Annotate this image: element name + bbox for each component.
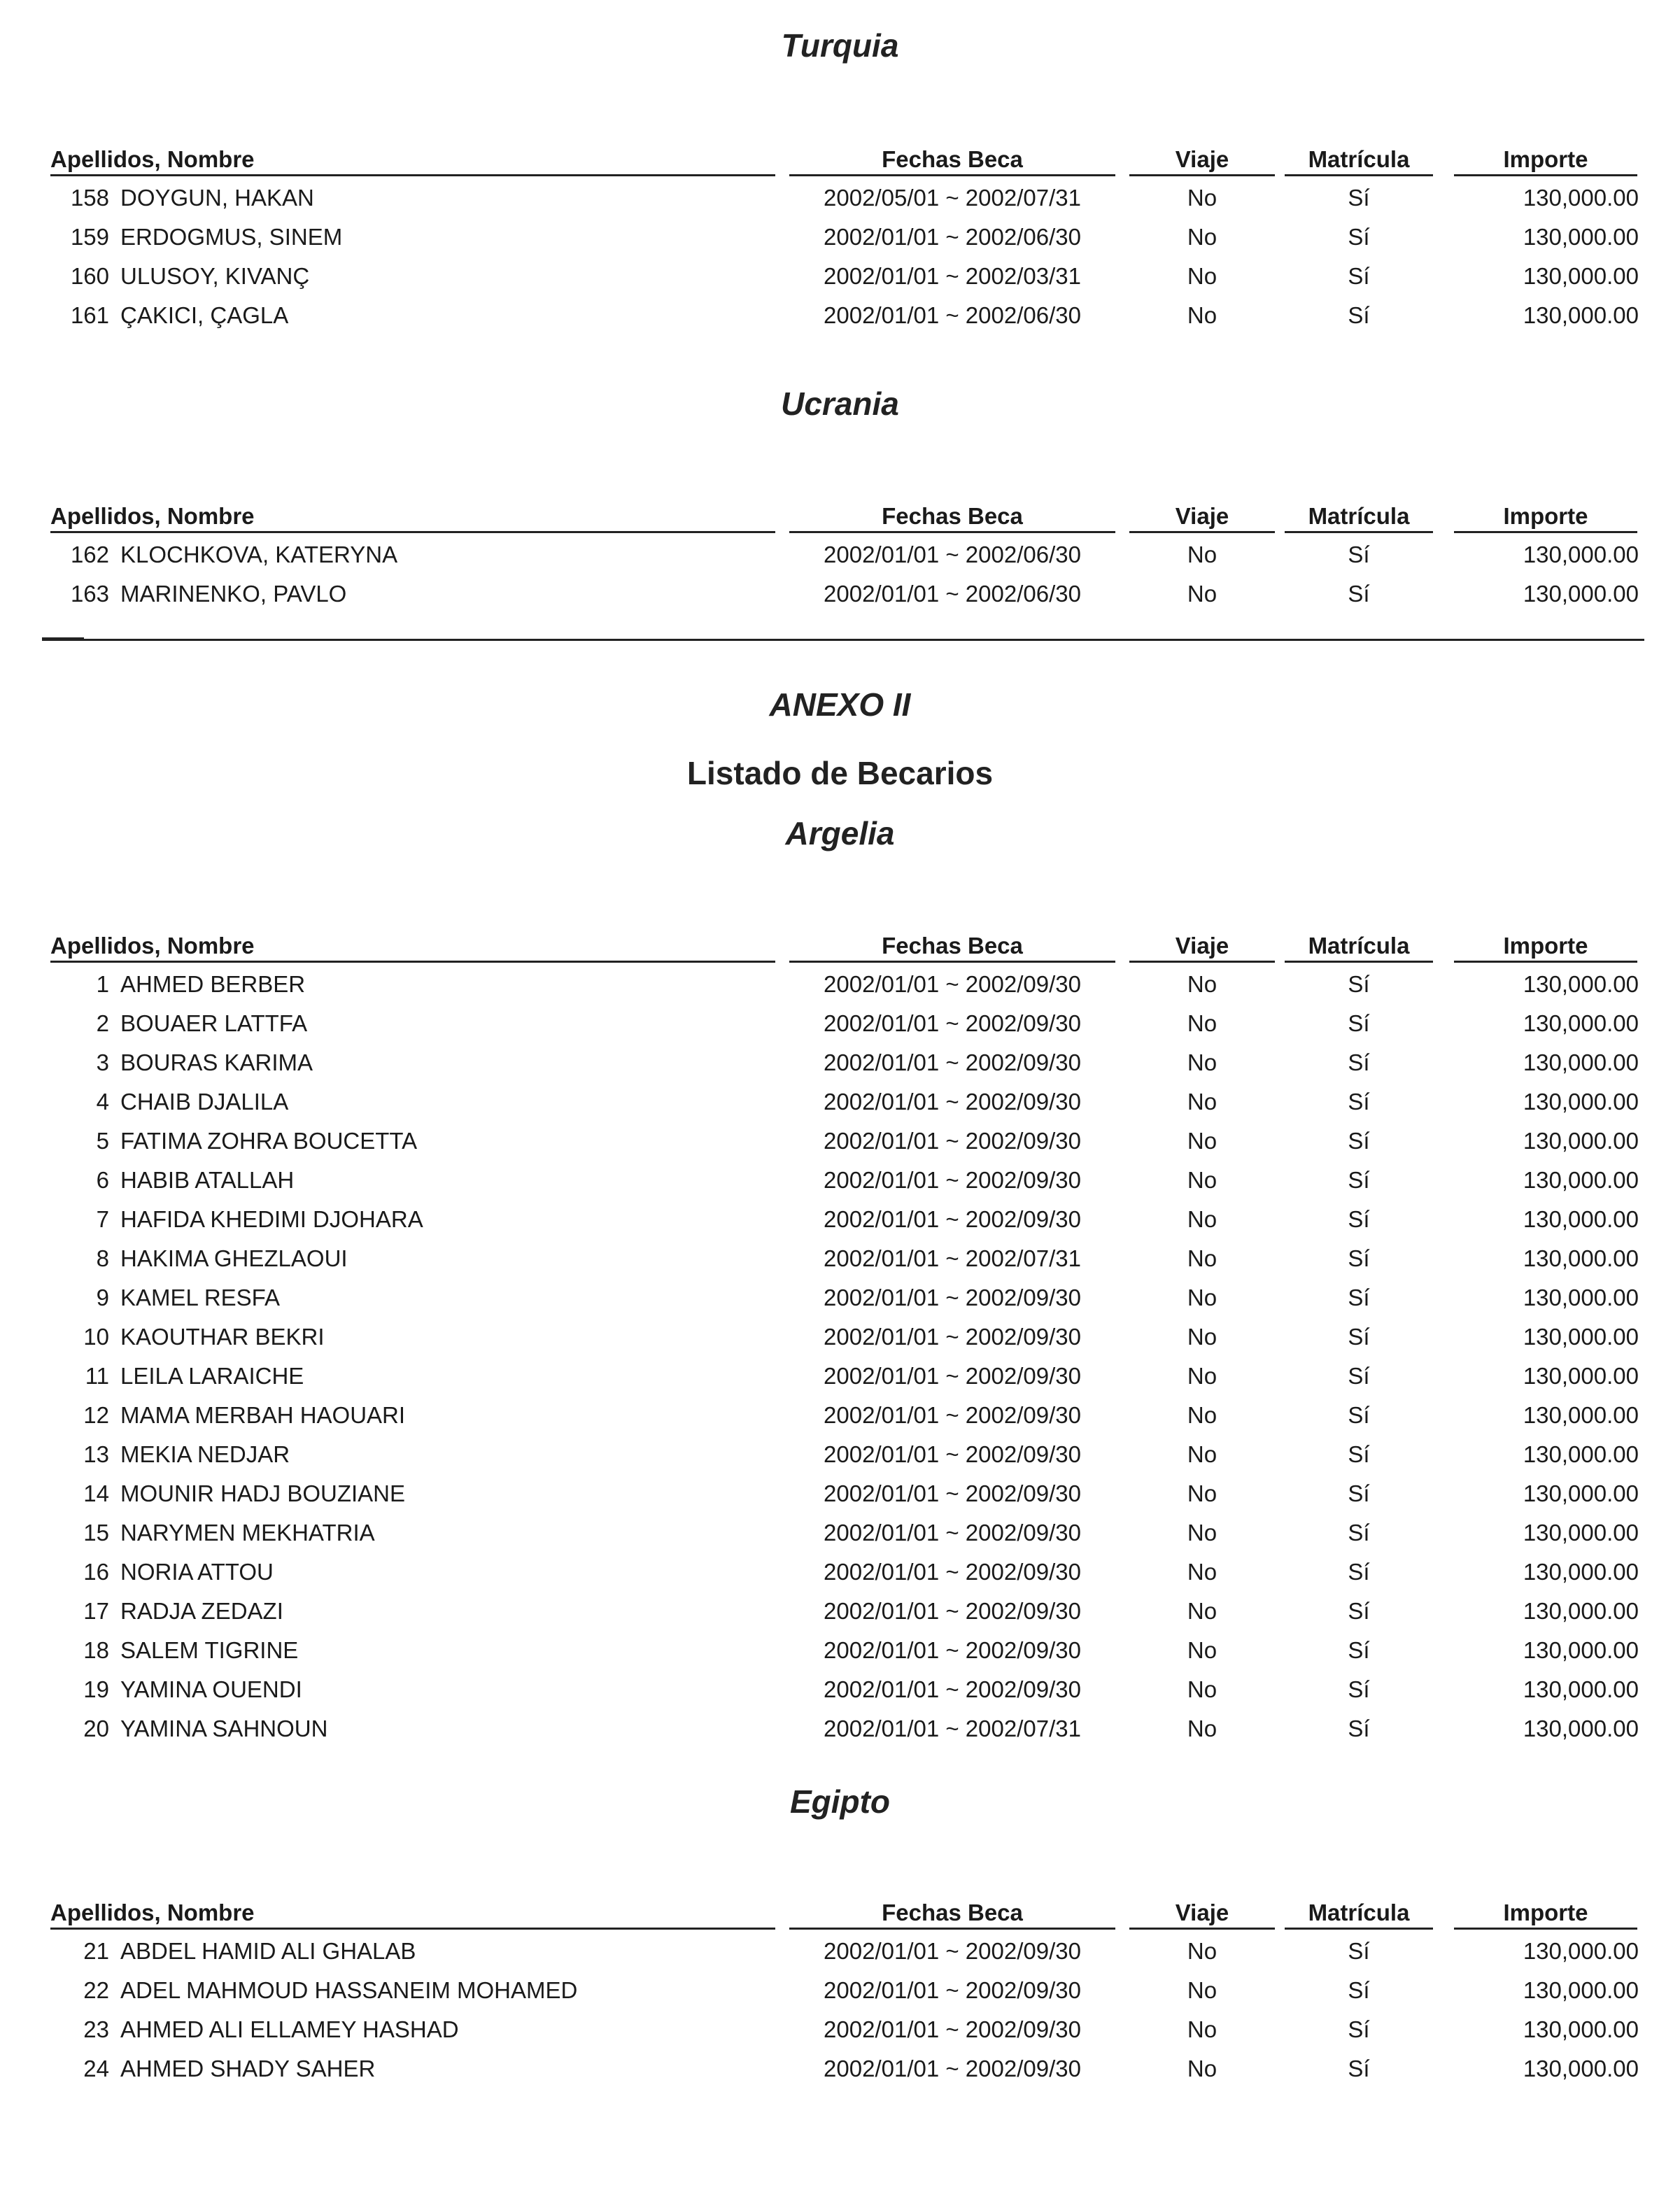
table-row <box>0 1969 1680 2008</box>
row-name: BOUAER LATTFA <box>120 1010 308 1036</box>
table-row <box>0 1041 1680 1080</box>
header-dates: Fechas Beca <box>789 503 1115 533</box>
row-number: 3 <box>96 1049 109 1075</box>
table-row <box>0 533 1680 572</box>
row-number: 6 <box>96 1167 109 1193</box>
annex-subtitle: Listado de Becarios <box>686 755 994 791</box>
row-viaje: No <box>1187 302 1217 328</box>
scholarship-table-egipto <box>0 1890 1680 2086</box>
table-row <box>0 1668 1680 1707</box>
row-name: ADEL MAHMOUD HASSANEIM MOHAMED <box>120 1977 578 2003</box>
header-name: Apellidos, Nombre <box>50 933 775 963</box>
row-matricula: Sí <box>1348 2056 1370 2081</box>
table-row <box>0 1590 1680 1629</box>
row-matricula: Sí <box>1348 1363 1370 1389</box>
row-importe: 130,000.00 <box>1523 1245 1639 1271</box>
header-dates: Fechas Beca <box>789 1900 1115 1930</box>
header-matricula: Matrícula <box>1285 146 1433 176</box>
row-viaje: No <box>1187 1128 1217 1154</box>
row-number: 24 <box>83 2056 109 2081</box>
table-header <box>0 924 1680 963</box>
row-importe: 130,000.00 <box>1523 971 1639 997</box>
row-dates: 2002/01/01 ~ 2002/06/30 <box>824 224 1081 250</box>
row-name: FATIMA ZOHRA BOUCETTA <box>120 1128 418 1154</box>
row-importe: 130,000.00 <box>1523 1559 1639 1585</box>
row-number: 11 <box>85 1363 109 1389</box>
row-matricula: Sí <box>1348 1167 1370 1193</box>
row-matricula: Sí <box>1348 1938 1370 1964</box>
header-matricula: Matrícula <box>1285 1900 1433 1930</box>
table-row <box>0 1159 1680 1198</box>
row-name: AHMED SHADY SAHER <box>120 2056 376 2081</box>
table-row <box>0 215 1680 255</box>
table-row <box>0 1394 1680 1433</box>
row-viaje: No <box>1187 542 1217 567</box>
row-dates: 2002/01/01 ~ 2002/09/30 <box>824 1676 1081 1702</box>
row-viaje: No <box>1187 185 1217 211</box>
row-importe: 130,000.00 <box>1523 1676 1639 1702</box>
row-matricula: Sí <box>1348 1716 1370 1741</box>
row-name: KLOCHKOVA, KATERYNA <box>120 542 398 567</box>
row-dates: 2002/01/01 ~ 2002/09/30 <box>824 1598 1081 1624</box>
row-number: 5 <box>96 1128 109 1154</box>
row-dates: 2002/01/01 ~ 2002/03/31 <box>824 263 1081 289</box>
row-viaje: No <box>1187 224 1217 250</box>
row-viaje: No <box>1187 1676 1217 1702</box>
row-dates: 2002/01/01 ~ 2002/07/31 <box>824 1716 1081 1741</box>
row-name: YAMINA OUENDI <box>120 1676 302 1702</box>
row-dates: 2002/01/01 ~ 2002/09/30 <box>824 1010 1081 1036</box>
row-name: BOURAS KARIMA <box>120 1049 313 1075</box>
row-importe: 130,000.00 <box>1523 1480 1639 1506</box>
row-viaje: No <box>1187 1402 1217 1428</box>
row-importe: 130,000.00 <box>1523 2056 1639 2081</box>
row-matricula: Sí <box>1348 263 1370 289</box>
row-viaje: No <box>1187 1089 1217 1115</box>
row-dates: 2002/01/01 ~ 2002/09/30 <box>824 1637 1081 1663</box>
section-title-turquia: Turquia <box>781 27 899 64</box>
row-name: MOUNIR HADJ BOUZIANE <box>120 1480 406 1506</box>
header-viaje: Viaje <box>1129 503 1275 533</box>
header-viaje: Viaje <box>1129 146 1275 176</box>
row-dates: 2002/01/01 ~ 2002/09/30 <box>824 1089 1081 1115</box>
table-row <box>0 1930 1680 1969</box>
row-number: 13 <box>83 1441 109 1467</box>
table-header <box>0 1890 1680 1930</box>
row-importe: 130,000.00 <box>1523 2016 1639 2042</box>
row-number: 159 <box>70 224 109 250</box>
table-row <box>0 1355 1680 1394</box>
table-row <box>0 1198 1680 1237</box>
row-dates: 2002/01/01 ~ 2002/09/30 <box>824 1480 1081 1506</box>
row-number: 10 <box>83 1324 109 1350</box>
row-number: 9 <box>96 1285 109 1310</box>
row-dates: 2002/01/01 ~ 2002/09/30 <box>824 1285 1081 1310</box>
row-importe: 130,000.00 <box>1523 1049 1639 1075</box>
row-matricula: Sí <box>1348 1324 1370 1350</box>
row-dates: 2002/01/01 ~ 2002/09/30 <box>824 1128 1081 1154</box>
row-importe: 130,000.00 <box>1523 185 1639 211</box>
row-name: MAMA MERBAH HAOUARI <box>120 1402 406 1428</box>
row-importe: 130,000.00 <box>1523 1010 1639 1036</box>
row-importe: 130,000.00 <box>1523 1402 1639 1428</box>
row-dates: 2002/01/01 ~ 2002/09/30 <box>824 1402 1081 1428</box>
row-number: 23 <box>83 2016 109 2042</box>
row-importe: 130,000.00 <box>1523 1637 1639 1663</box>
row-dates: 2002/01/01 ~ 2002/06/30 <box>824 302 1081 328</box>
row-viaje: No <box>1187 2056 1217 2081</box>
row-importe: 130,000.00 <box>1523 263 1639 289</box>
row-importe: 130,000.00 <box>1523 1716 1639 1741</box>
header-importe: Importe <box>1454 1900 1637 1930</box>
row-importe: 130,000.00 <box>1523 1938 1639 1964</box>
row-number: 19 <box>83 1676 109 1702</box>
row-viaje: No <box>1187 1977 1217 2003</box>
row-viaje: No <box>1187 1363 1217 1389</box>
row-name: NARYMEN MEKHATRIA <box>120 1520 375 1546</box>
table-row <box>0 2047 1680 2086</box>
table-row <box>0 2008 1680 2047</box>
header-importe: Importe <box>1454 933 1637 963</box>
row-number: 21 <box>83 1938 109 1964</box>
row-name: ULUSOY, KIVANÇ <box>120 263 310 289</box>
row-dates: 2002/01/01 ~ 2002/09/30 <box>824 1363 1081 1389</box>
section-title-egipto: Egipto <box>789 1783 891 1820</box>
scholarship-table-argelia <box>0 924 1680 1746</box>
scholarship-table-ucrania <box>0 494 1680 611</box>
row-viaje: No <box>1187 581 1217 607</box>
row-importe: 130,000.00 <box>1523 224 1639 250</box>
row-importe: 130,000.00 <box>1523 1324 1639 1350</box>
row-matricula: Sí <box>1348 1010 1370 1036</box>
row-name: AHMED ALI ELLAMEY HASHAD <box>120 2016 459 2042</box>
row-number: 162 <box>70 542 109 567</box>
row-matricula: Sí <box>1348 1128 1370 1154</box>
row-matricula: Sí <box>1348 1637 1370 1663</box>
row-matricula: Sí <box>1348 1402 1370 1428</box>
row-name: DOYGUN, HAKAN <box>120 185 314 211</box>
row-name: HAFIDA KHEDIMI DJOHARA <box>120 1206 423 1232</box>
row-viaje: No <box>1187 1167 1217 1193</box>
row-number: 22 <box>83 1977 109 2003</box>
row-viaje: No <box>1187 1245 1217 1271</box>
row-importe: 130,000.00 <box>1523 1285 1639 1310</box>
row-importe: 130,000.00 <box>1523 581 1639 607</box>
row-dates: 2002/01/01 ~ 2002/09/30 <box>824 1206 1081 1232</box>
table-row <box>0 1511 1680 1550</box>
row-number: 18 <box>83 1637 109 1663</box>
row-matricula: Sí <box>1348 1480 1370 1506</box>
row-matricula: Sí <box>1348 581 1370 607</box>
header-name: Apellidos, Nombre <box>50 1900 775 1930</box>
row-matricula: Sí <box>1348 185 1370 211</box>
scholarship-table-turquia <box>0 137 1680 333</box>
table-row <box>0 1550 1680 1590</box>
row-dates: 2002/05/01 ~ 2002/07/31 <box>824 185 1081 211</box>
table-row <box>0 1472 1680 1511</box>
row-matricula: Sí <box>1348 1206 1370 1232</box>
row-viaje: No <box>1187 971 1217 997</box>
table-header <box>0 137 1680 176</box>
row-dates: 2002/01/01 ~ 2002/09/30 <box>824 1938 1081 1964</box>
row-importe: 130,000.00 <box>1523 1167 1639 1193</box>
row-viaje: No <box>1187 1559 1217 1585</box>
header-dates: Fechas Beca <box>789 933 1115 963</box>
row-name: YAMINA SAHNOUN <box>120 1716 328 1741</box>
row-dates: 2002/01/01 ~ 2002/09/30 <box>824 1977 1081 2003</box>
row-matricula: Sí <box>1348 1285 1370 1310</box>
row-dates: 2002/01/01 ~ 2002/09/30 <box>824 2056 1081 2081</box>
row-dates: 2002/01/01 ~ 2002/09/30 <box>824 1441 1081 1467</box>
row-number: 20 <box>83 1716 109 1741</box>
row-name: CHAIB DJALILA <box>120 1089 289 1115</box>
row-name: LEILA LARAICHE <box>120 1363 304 1389</box>
row-number: 14 <box>83 1480 109 1506</box>
table-row <box>0 963 1680 1002</box>
row-matricula: Sí <box>1348 1245 1370 1271</box>
table-header <box>0 494 1680 533</box>
section-title-argelia: Argelia <box>785 815 895 851</box>
row-number: 17 <box>83 1598 109 1624</box>
row-number: 1 <box>96 971 109 997</box>
row-viaje: No <box>1187 263 1217 289</box>
header-importe: Importe <box>1454 503 1637 533</box>
row-viaje: No <box>1187 1049 1217 1075</box>
row-name: MEKIA NEDJAR <box>120 1441 290 1467</box>
row-matricula: Sí <box>1348 1441 1370 1467</box>
row-matricula: Sí <box>1348 1089 1370 1115</box>
row-dates: 2002/01/01 ~ 2002/06/30 <box>824 581 1081 607</box>
table-row <box>0 1433 1680 1472</box>
row-number: 12 <box>83 1402 109 1428</box>
table-row <box>0 1315 1680 1355</box>
row-importe: 130,000.00 <box>1523 1441 1639 1467</box>
row-dates: 2002/01/01 ~ 2002/09/30 <box>824 1167 1081 1193</box>
annex-title: ANEXO II <box>769 686 911 723</box>
table-row <box>0 1119 1680 1159</box>
row-number: 158 <box>70 185 109 211</box>
row-viaje: No <box>1187 1637 1217 1663</box>
divider-mark <box>42 637 84 641</box>
row-viaje: No <box>1187 2016 1217 2042</box>
row-importe: 130,000.00 <box>1523 1089 1639 1115</box>
header-name: Apellidos, Nombre <box>50 146 775 176</box>
header-viaje: Viaje <box>1129 1900 1275 1930</box>
row-dates: 2002/01/01 ~ 2002/09/30 <box>824 1049 1081 1075</box>
row-viaje: No <box>1187 1938 1217 1964</box>
row-matricula: Sí <box>1348 971 1370 997</box>
row-matricula: Sí <box>1348 1977 1370 2003</box>
row-number: 161 <box>70 302 109 328</box>
header-importe: Importe <box>1454 146 1637 176</box>
table-row <box>0 1080 1680 1119</box>
row-matricula: Sí <box>1348 302 1370 328</box>
row-importe: 130,000.00 <box>1523 302 1639 328</box>
row-dates: 2002/01/01 ~ 2002/09/30 <box>824 1559 1081 1585</box>
row-dates: 2002/01/01 ~ 2002/09/30 <box>824 2016 1081 2042</box>
row-number: 8 <box>96 1245 109 1271</box>
row-dates: 2002/01/01 ~ 2002/09/30 <box>824 1324 1081 1350</box>
row-matricula: Sí <box>1348 1559 1370 1585</box>
row-name: HABIB ATALLAH <box>120 1167 295 1193</box>
row-matricula: Sí <box>1348 2016 1370 2042</box>
row-name: HAKIMA GHEZLAOUI <box>120 1245 348 1271</box>
row-viaje: No <box>1187 1285 1217 1310</box>
row-viaje: No <box>1187 1441 1217 1467</box>
row-viaje: No <box>1187 1480 1217 1506</box>
header-matricula: Matrícula <box>1285 933 1433 963</box>
row-name: KAMEL RESFA <box>120 1285 281 1310</box>
header-name: Apellidos, Nombre <box>50 503 775 533</box>
row-number: 163 <box>70 581 109 607</box>
table-row <box>0 1629 1680 1668</box>
table-row <box>0 1002 1680 1041</box>
row-number: 160 <box>70 263 109 289</box>
row-number: 16 <box>83 1559 109 1585</box>
row-dates: 2002/01/01 ~ 2002/07/31 <box>824 1245 1081 1271</box>
table-row <box>0 294 1680 333</box>
row-name: NORIA ATTOU <box>120 1559 274 1585</box>
row-importe: 130,000.00 <box>1523 1363 1639 1389</box>
table-row <box>0 1276 1680 1315</box>
row-number: 2 <box>96 1010 109 1036</box>
row-name: ABDEL HAMID ALI GHALAB <box>120 1938 416 1964</box>
row-importe: 130,000.00 <box>1523 1206 1639 1232</box>
row-importe: 130,000.00 <box>1523 542 1639 567</box>
table-row <box>0 176 1680 215</box>
row-viaje: No <box>1187 1598 1217 1624</box>
row-importe: 130,000.00 <box>1523 1520 1639 1546</box>
row-importe: 130,000.00 <box>1523 1977 1639 2003</box>
row-matricula: Sí <box>1348 1049 1370 1075</box>
row-matricula: Sí <box>1348 224 1370 250</box>
header-dates: Fechas Beca <box>789 146 1115 176</box>
row-viaje: No <box>1187 1324 1217 1350</box>
row-dates: 2002/01/01 ~ 2002/09/30 <box>824 1520 1081 1546</box>
row-name: SALEM TIGRINE <box>120 1637 299 1663</box>
table-row <box>0 1707 1680 1746</box>
row-dates: 2002/01/01 ~ 2002/09/30 <box>824 971 1081 997</box>
row-matricula: Sí <box>1348 1676 1370 1702</box>
row-number: 4 <box>96 1089 109 1115</box>
table-row <box>0 255 1680 294</box>
row-name: KAOUTHAR BEKRI <box>120 1324 325 1350</box>
header-matricula: Matrícula <box>1285 503 1433 533</box>
row-viaje: No <box>1187 1206 1217 1232</box>
row-name: ÇAKICI, ÇAGLA <box>120 302 289 328</box>
row-viaje: No <box>1187 1716 1217 1741</box>
row-number: 7 <box>96 1206 109 1232</box>
table-row <box>0 1237 1680 1276</box>
section-title-ucrania: Ucrania <box>781 386 899 422</box>
header-viaje: Viaje <box>1129 933 1275 963</box>
row-number: 15 <box>83 1520 109 1546</box>
row-name: RADJA ZEDAZI <box>120 1598 283 1624</box>
row-viaje: No <box>1187 1520 1217 1546</box>
row-matricula: Sí <box>1348 1598 1370 1624</box>
section-divider <box>42 639 1644 641</box>
row-name: MARINENKO, PAVLO <box>120 581 347 607</box>
row-importe: 130,000.00 <box>1523 1598 1639 1624</box>
row-matricula: Sí <box>1348 542 1370 567</box>
table-row <box>0 572 1680 611</box>
row-dates: 2002/01/01 ~ 2002/06/30 <box>824 542 1081 567</box>
row-matricula: Sí <box>1348 1520 1370 1546</box>
row-viaje: No <box>1187 1010 1217 1036</box>
row-name: ERDOGMUS, SINEM <box>120 224 343 250</box>
row-importe: 130,000.00 <box>1523 1128 1639 1154</box>
row-name: AHMED BERBER <box>120 971 306 997</box>
